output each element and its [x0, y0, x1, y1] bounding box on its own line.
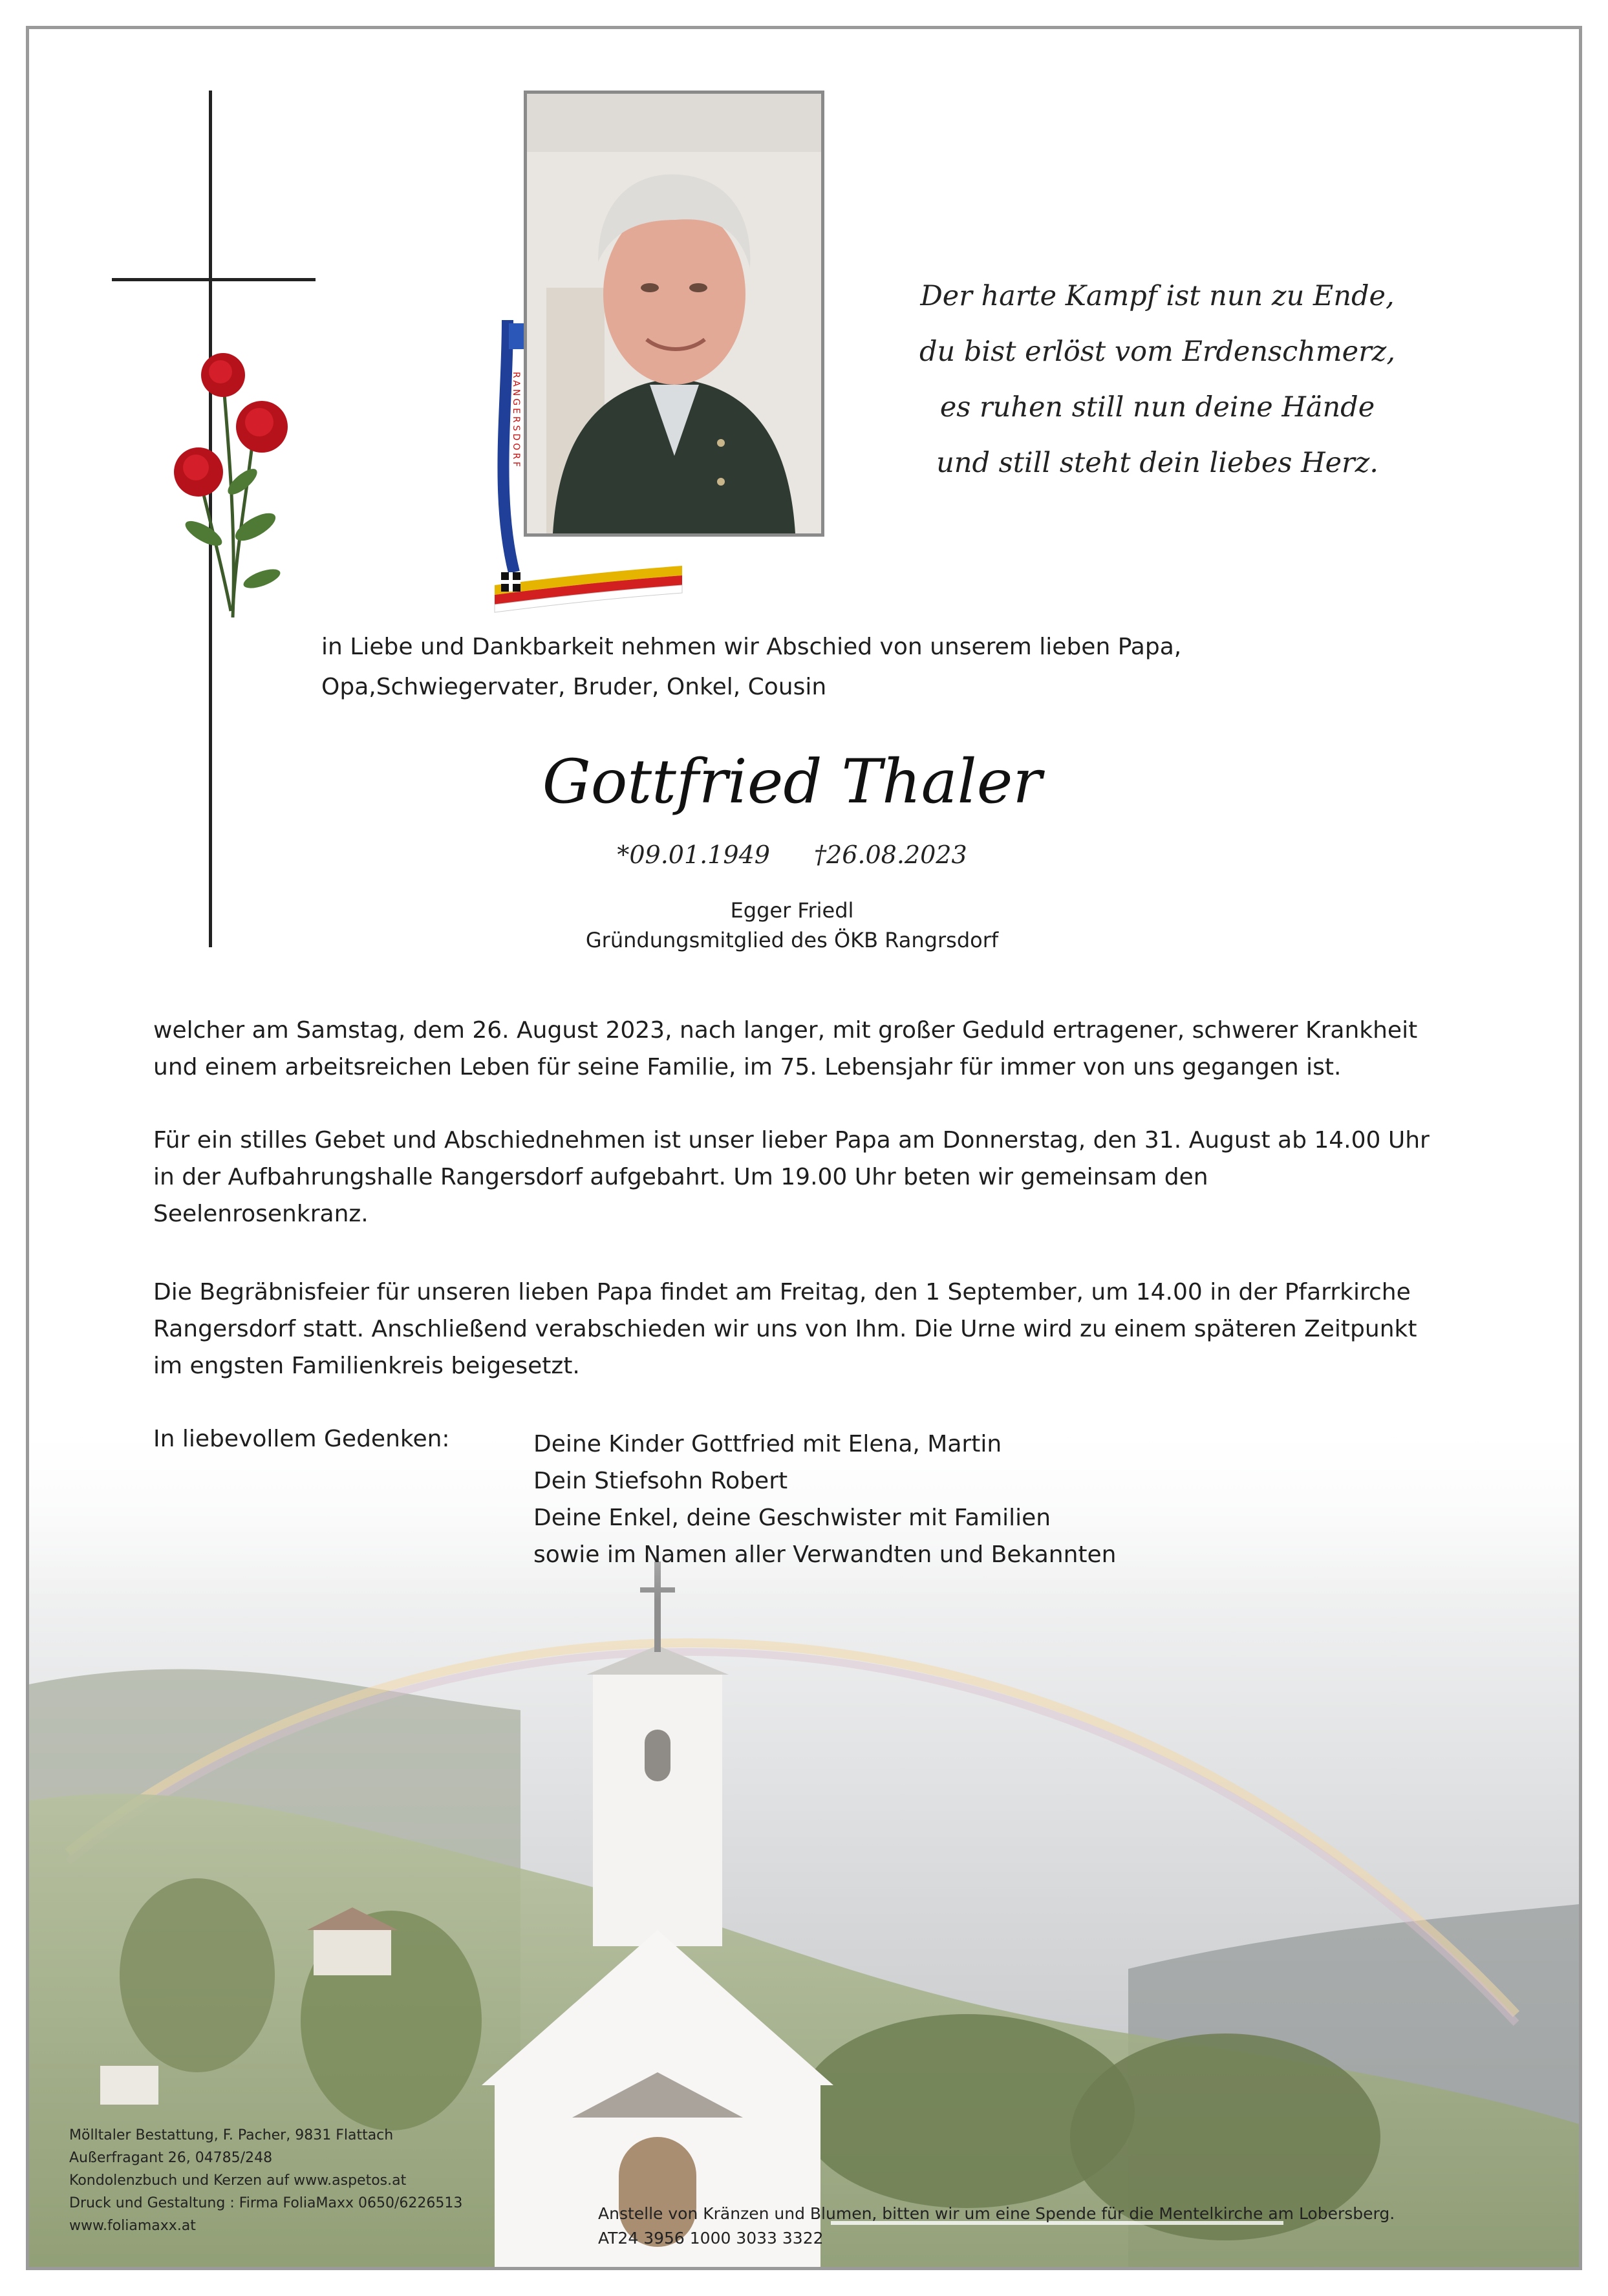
death-date: †26.08.2023: [814, 841, 967, 869]
paragraph-line: Die Begräbnisfeier für unseren lieben Papa findet am Freitag, den 1 September, um 14.00 in der Pfarrkirche: [153, 1279, 1411, 1305]
mourners-list: [533, 1426, 1117, 1573]
cross-horizontal-bar: [112, 278, 316, 281]
life-dates: [391, 841, 1193, 869]
donation-text: Anstelle von Kränzen und Blumen, bitten wir um eine Spende für die Mentelkirche am Lobersberg.: [598, 2204, 1395, 2223]
paragraph-funeral: [153, 1274, 1524, 1384]
paragraph-line: und einem arbeitsreichen Leben für seine Familie, im 75. Lebensjahr für immer von uns gegangen ist.: [153, 1054, 1342, 1080]
intro-text: [321, 627, 1356, 707]
obituary-card: [26, 26, 1582, 2270]
undertaker-info: [69, 2124, 462, 2237]
intro-line: Opa,Schwiegervater, Bruder, Onkel, Cousin: [321, 674, 827, 700]
paragraph-line: Seelenrosenkranz.: [153, 1201, 369, 1227]
memorial-poem: [870, 268, 1445, 491]
portrait-photo: [524, 91, 824, 537]
mourner-line: sowie im Namen aller Verwandten und Bekannten: [533, 1541, 1117, 1568]
paragraph-death-notice: [153, 1012, 1524, 1086]
mourner-line: Dein Stiefsohn Robert: [533, 1468, 788, 1494]
mourners-label: In liebevollem Gedenken:: [153, 1426, 450, 1452]
poem-line: du bist erlöst vom Erdenschmerz,: [919, 336, 1396, 368]
paragraph-line: Rangersdorf statt. Anschließend verabschieden wir uns von Ihm. Die Urne wird zu einem späteren Zeitpunkt: [153, 1316, 1417, 1342]
poem-line: Der harte Kampf ist nun zu Ende,: [920, 280, 1395, 312]
footer-line: Außerfragant 26, 04785/248: [69, 2150, 273, 2166]
donation-note: [598, 2202, 1395, 2251]
paragraph-line: im engsten Familienkreis beigesetzt.: [153, 1353, 580, 1379]
footer-line: Mölltaler Bestattung, F. Pacher, 9831 Flattach: [69, 2127, 394, 2143]
banner-text: RANGERSDORF: [511, 372, 521, 470]
poem-line: und still steht dein liebes Herz.: [936, 447, 1378, 479]
deceased-details: [391, 896, 1193, 955]
footer-line: www.foliamaxx.at: [69, 2218, 196, 2234]
nickname: Egger Friedl: [730, 898, 854, 923]
membership-role: Gründungsmitglied des ÖKB Rangrsdorf: [585, 928, 999, 952]
birth-date: *09.01.1949: [617, 841, 770, 869]
footer-line: Druck und Gestaltung : Firma FoliaMaxx 0650/6226513: [69, 2195, 463, 2211]
footer-line: Kondolenzbuch und Kerzen auf www.aspetos.at: [69, 2173, 407, 2189]
paragraph-viewing: [153, 1122, 1524, 1232]
paragraph-line: in der Aufbahrungshalle Rangersdorf aufgebahrt. Um 19.00 Uhr beten wir gemeinsam den: [153, 1164, 1208, 1190]
deceased-name: Gottfried Thaler: [542, 747, 1042, 817]
donation-iban: AT24 3956 1000 3033 3322: [598, 2229, 824, 2248]
poem-line: es ruhen still nun deine Hände: [939, 391, 1375, 424]
paragraph-line: welcher am Samstag, dem 26. August 2023, nach langer, mit großer Geduld ertragener, schwerer Krankheit: [153, 1017, 1418, 1044]
mourner-line: Deine Kinder Gottfried mit Elena, Martin: [533, 1431, 1002, 1457]
red-roses-image: [158, 339, 307, 617]
intro-line: in Liebe und Dankbarkeit nehmen wir Abschied von unserem lieben Papa,: [321, 634, 1182, 660]
paragraph-line: Für ein stilles Gebet und Abschiednehmen ist unser lieber Papa am Donnerstag, den 31. August ab 14.00 Uhr: [153, 1127, 1430, 1153]
mourner-line: Deine Enkel, deine Geschwister mit Familien: [533, 1505, 1051, 1531]
